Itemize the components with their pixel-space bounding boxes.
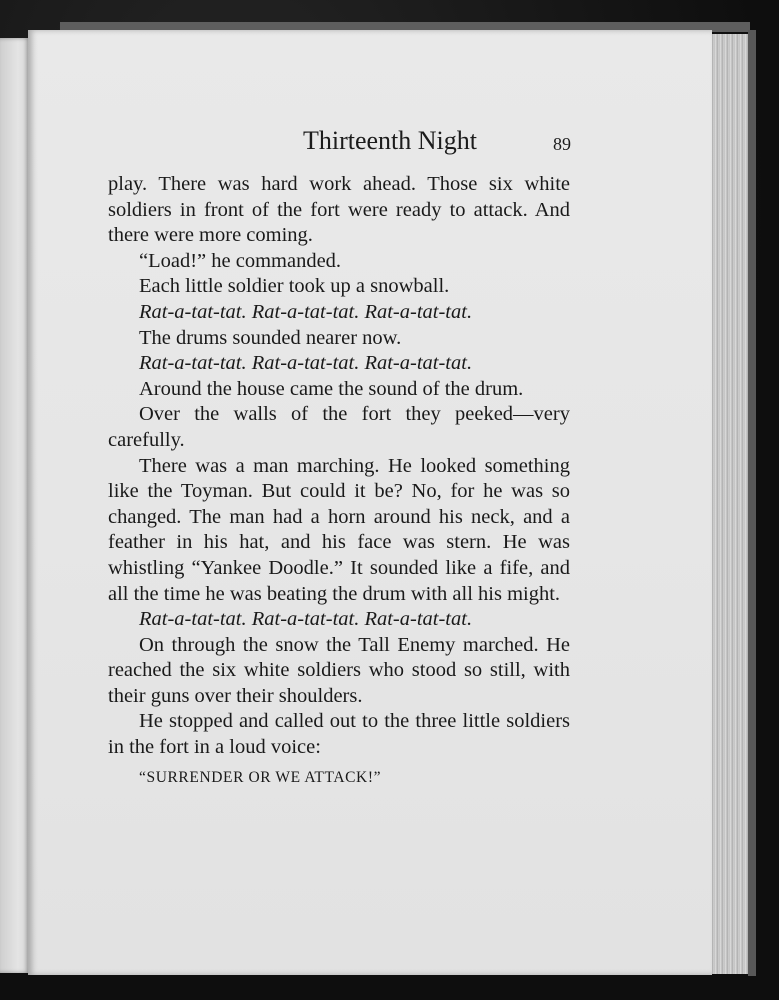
drum-sound-line: Rat-a-tat-tat. Rat-a-tat-tat. Rat-a-tat-tat. xyxy=(139,608,473,631)
surrender-call: “SURRENDER OR WE ATTACK!” xyxy=(139,768,382,786)
paragraph: He stopped and called out to the three little soldiers in the fort in a loud voice: xyxy=(108,710,570,759)
running-title: Thirteenth Night xyxy=(302,126,477,155)
paragraph: On through the snow the Tall Enemy marched. He reached the six white soldiers who stood so still, with their guns over their shoulders. xyxy=(108,633,570,707)
page-stack-edges xyxy=(708,34,751,974)
book-cover-side-edge xyxy=(748,30,756,976)
paragraph: play. There was hard work ahead. Those six white soldiers in front of the fort were ready to attack. And there were more coming. xyxy=(108,173,570,247)
drum-sound-line: Rat-a-tat-tat. Rat-a-tat-tat. Rat-a-tat-tat. xyxy=(139,352,473,375)
facing-page-edge xyxy=(0,38,30,973)
paragraph: Over the walls of the fort they peeked—very carefully. xyxy=(108,403,570,451)
page-number: 89 xyxy=(553,134,571,154)
paragraph: The drums sounded nearer now. xyxy=(139,326,402,349)
paragraph: Each little soldier took up a snowball. xyxy=(139,275,450,298)
paragraph: Around the house came the sound of the drum. xyxy=(139,377,524,400)
paragraph: There was a man marching. He looked something like the Toyman. But could it be? No, for he was so changed. The man had a horn around his neck, and a feather in his hat, and his face was stern. He was whistling “Yankee Doodle.” It sounded like a fife, and all the time he was beating the drum with all his might. xyxy=(108,454,570,605)
page-header xyxy=(28,126,712,162)
paragraph: “Load!” he commanded. xyxy=(139,249,342,272)
drum-sound-line: Rat-a-tat-tat. Rat-a-tat-tat. Rat-a-tat-tat. xyxy=(139,300,473,323)
body-text xyxy=(108,172,570,790)
